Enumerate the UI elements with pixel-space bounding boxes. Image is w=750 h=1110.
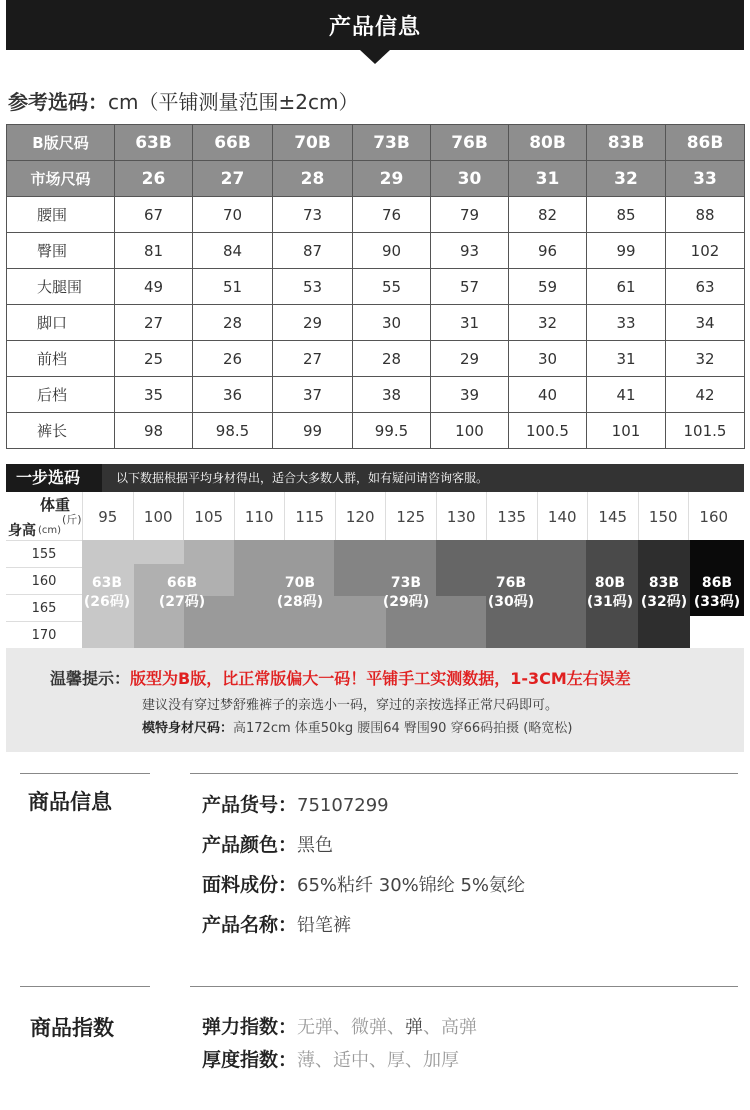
weight-col-label: 150 (638, 492, 689, 540)
size-row (7, 197, 745, 233)
size-zone-market: (31码) (586, 594, 634, 610)
size-header-cell: 26 (115, 161, 193, 197)
info-key: 产品名称： (202, 914, 298, 936)
height-row-label: 160 (6, 567, 82, 595)
tip-label: 温馨提示： (50, 669, 131, 688)
info-key: 产品颜色： (202, 834, 298, 856)
tip-warning-line (50, 666, 631, 689)
size-cell: 31 (431, 305, 509, 341)
weight-unit: (斤) (62, 513, 82, 526)
size-cell: 25 (115, 341, 193, 377)
size-cell: 84 (193, 233, 273, 269)
size-row-label: 腰围 (7, 197, 115, 233)
size-cell: 61 (587, 269, 666, 305)
size-zone-label (366, 574, 446, 612)
weight-col-label: 95 (82, 492, 133, 540)
index-option: 加厚 (423, 1050, 460, 1071)
size-cell: 51 (193, 269, 273, 305)
size-header-row (7, 161, 745, 197)
size-zone-code: 63B (91, 575, 123, 591)
index-separator: 、 (405, 1050, 424, 1071)
size-cell: 38 (353, 377, 431, 413)
header-bar (6, 0, 744, 50)
index-separator: 、 (333, 1017, 352, 1038)
divider-right (190, 986, 738, 987)
size-row-label: 裤长 (7, 413, 115, 449)
info-item (202, 910, 351, 937)
size-cell: 31 (587, 341, 666, 377)
size-cell: 76 (353, 197, 431, 233)
size-cell: 30 (509, 341, 587, 377)
size-cell: 63 (666, 269, 745, 305)
size-row (7, 377, 745, 413)
step-select-bar (6, 464, 744, 492)
size-cell: 36 (193, 377, 273, 413)
size-zone-label (142, 574, 222, 612)
size-cell: 40 (509, 377, 587, 413)
size-cell: 100 (431, 413, 509, 449)
size-cell: 93 (431, 233, 509, 269)
tip-model-line (142, 717, 572, 736)
size-cell: 102 (666, 233, 745, 269)
reference-text: cm（平铺测量范围±2cm） (108, 90, 359, 114)
weight-col-label: 125 (385, 492, 436, 540)
size-header-cell: 28 (273, 161, 353, 197)
tip-warning: 版型为B版，比正常版偏大一码！平铺手工实测数据，1-3CM左右误差 (130, 669, 631, 688)
weight-col-label: 110 (234, 492, 285, 540)
size-row-label: 大腿围 (7, 269, 115, 305)
info-value: 黑色 (297, 835, 334, 856)
size-cell: 73 (273, 197, 353, 233)
size-cell: 96 (509, 233, 587, 269)
index-option: 适中 (333, 1050, 370, 1071)
size-cell: 59 (509, 269, 587, 305)
size-zone-code: 70B (284, 575, 316, 591)
size-header-cell: 30 (431, 161, 509, 197)
size-header-cell: 27 (193, 161, 273, 197)
size-row (7, 305, 745, 341)
height-row-label: 170 (6, 621, 82, 649)
size-cell: 79 (431, 197, 509, 233)
size-zone-market: (29码) (382, 594, 430, 610)
size-row (7, 413, 745, 449)
elasticity-key: 弹力指数： (202, 1016, 298, 1038)
size-cell: 85 (587, 197, 666, 233)
step-select-label: 一步选码 (6, 464, 102, 492)
divider-right (190, 773, 738, 774)
size-zone-code: 66B (166, 575, 198, 591)
size-cell: 67 (115, 197, 193, 233)
info-item (202, 870, 525, 897)
size-cell: 27 (115, 305, 193, 341)
size-header-label: B版尺码 (7, 125, 115, 161)
size-header-cell: 29 (353, 161, 431, 197)
size-cell: 33 (587, 305, 666, 341)
weight-col-label: 115 (284, 492, 335, 540)
height-unit: (cm) (38, 525, 62, 536)
height-label: 身高 (8, 523, 36, 539)
header-title: 产品信息 (328, 15, 421, 40)
model-label: 模特身材尺码： (142, 721, 234, 736)
size-cell: 99 (587, 233, 666, 269)
size-cell: 98 (115, 413, 193, 449)
product-index-title: 商品指数 (30, 1016, 114, 1040)
index-separator: 、 (387, 1017, 406, 1038)
size-zone-market: (33码) (693, 594, 741, 610)
index-option: 高弹 (441, 1017, 478, 1038)
reference-label: 参考选码： (8, 90, 108, 114)
tip-advice: 建议没有穿过梦舒雅裤子的亲选小一码，穿过的亲按选择正常尺码即可。 (142, 698, 559, 713)
size-cell: 101 (587, 413, 666, 449)
info-item (202, 830, 333, 857)
size-header-cell: 86B (666, 125, 745, 161)
size-header-cell: 63B (115, 125, 193, 161)
tips-box (6, 648, 744, 752)
size-cell: 81 (115, 233, 193, 269)
size-cell: 82 (509, 197, 587, 233)
size-table (6, 124, 745, 449)
size-header-cell: 73B (353, 125, 431, 161)
size-zone-code: 76B (495, 575, 527, 591)
size-zone-market: (28码) (276, 594, 324, 610)
size-header-row (7, 125, 745, 161)
size-row-label: 脚口 (7, 305, 115, 341)
index-separator: 、 (423, 1017, 442, 1038)
size-cell: 99.5 (353, 413, 431, 449)
size-header-cell: 76B (431, 125, 509, 161)
weight-col-label: 105 (183, 492, 234, 540)
size-row-label: 后档 (7, 377, 115, 413)
step-select-note: 以下数据根据平均身材得出，适合大多数人群，如有疑问请咨询客服。 (116, 471, 489, 485)
index-option: 厚 (387, 1050, 406, 1071)
size-zone-market: (30码) (487, 594, 535, 610)
size-cell: 37 (273, 377, 353, 413)
size-cell: 42 (666, 377, 745, 413)
size-cell: 53 (273, 269, 353, 305)
weight-label: 体重 (40, 496, 71, 514)
size-row (7, 341, 745, 377)
size-cell: 87 (273, 233, 353, 269)
header-pointer (360, 50, 390, 64)
size-header-cell: 70B (273, 125, 353, 161)
index-separator: 、 (315, 1050, 334, 1071)
size-zone-market: (26码) (83, 594, 131, 610)
height-row-label: 165 (6, 594, 82, 622)
elasticity-index (202, 1012, 477, 1039)
thickness-key: 厚度指数： (202, 1049, 298, 1071)
size-cell: 88 (666, 197, 745, 233)
height-row-label: 155 (6, 540, 82, 568)
size-cell: 35 (115, 377, 193, 413)
size-row-label: 臀围 (7, 233, 115, 269)
size-cell: 29 (273, 305, 353, 341)
weight-col-label: 140 (537, 492, 588, 540)
size-cell: 101.5 (666, 413, 745, 449)
size-header-cell: 83B (587, 125, 666, 161)
info-key: 产品货号： (202, 794, 298, 816)
size-cell: 98.5 (193, 413, 273, 449)
info-item (202, 790, 389, 817)
size-zone-code: 83B (648, 575, 680, 591)
size-cell: 41 (587, 377, 666, 413)
size-cell: 28 (193, 305, 273, 341)
size-zone-market: (32码) (640, 594, 688, 610)
reference-note (8, 86, 358, 115)
grid-corner (6, 492, 82, 540)
size-cell: 39 (431, 377, 509, 413)
weight-col-label: 135 (486, 492, 537, 540)
index-option: 微弹 (351, 1017, 388, 1038)
size-header-label: 市场尺码 (7, 161, 115, 197)
weight-col-label: 130 (436, 492, 487, 540)
size-cell: 34 (666, 305, 745, 341)
divider-left (20, 986, 150, 987)
size-cell: 30 (353, 305, 431, 341)
size-cell: 27 (273, 341, 353, 377)
index-option: 薄 (297, 1050, 316, 1071)
index-option: 弹 (405, 1017, 424, 1038)
size-zone-label (260, 574, 340, 612)
size-row (7, 233, 745, 269)
size-cell: 70 (193, 197, 273, 233)
size-zone (134, 540, 184, 564)
size-zone-market: (27码) (158, 594, 206, 610)
size-zone-label (471, 574, 551, 612)
info-value: 65%粘纤 30%锦纶 5%氨纶 (297, 875, 526, 896)
weight-col-label: 145 (587, 492, 638, 540)
size-cell: 49 (115, 269, 193, 305)
model-text: 高172cm 体重50kg 腰围64 臀围90 穿66码拍摄 (略宽松) (233, 721, 573, 736)
thickness-index (202, 1045, 459, 1072)
elasticity-options (297, 1017, 477, 1038)
size-row (7, 269, 745, 305)
size-zone-code: 80B (594, 575, 626, 591)
weight-col-label: 120 (335, 492, 386, 540)
size-header-cell: 32 (587, 161, 666, 197)
index-separator: 、 (369, 1050, 388, 1071)
info-value: 铅笔裤 (297, 915, 352, 936)
product-info-title: 商品信息 (28, 790, 112, 814)
divider-left (20, 773, 150, 774)
info-key: 面料成份： (202, 874, 298, 896)
size-cell: 100.5 (509, 413, 587, 449)
size-cell: 99 (273, 413, 353, 449)
size-zone-code: 73B (390, 575, 422, 591)
size-cell: 90 (353, 233, 431, 269)
size-header-cell: 80B (509, 125, 587, 161)
size-cell: 29 (431, 341, 509, 377)
size-cell: 32 (509, 305, 587, 341)
thickness-options (297, 1050, 459, 1071)
size-cell: 55 (353, 269, 431, 305)
weight-col-label: 160 (688, 492, 739, 540)
size-guide-grid (6, 492, 744, 648)
size-cell: 28 (353, 341, 431, 377)
size-row-label: 前档 (7, 341, 115, 377)
index-option: 无弹 (297, 1017, 334, 1038)
info-value: 75107299 (297, 795, 389, 816)
size-cell: 26 (193, 341, 273, 377)
size-zone-label (67, 574, 147, 612)
size-cell: 32 (666, 341, 745, 377)
size-zone-label (677, 574, 750, 612)
size-header-cell: 66B (193, 125, 273, 161)
size-cell: 57 (431, 269, 509, 305)
weight-col-label: 100 (133, 492, 184, 540)
size-zone-code: 86B (701, 575, 733, 591)
size-header-cell: 31 (509, 161, 587, 197)
size-header-cell: 33 (666, 161, 745, 197)
